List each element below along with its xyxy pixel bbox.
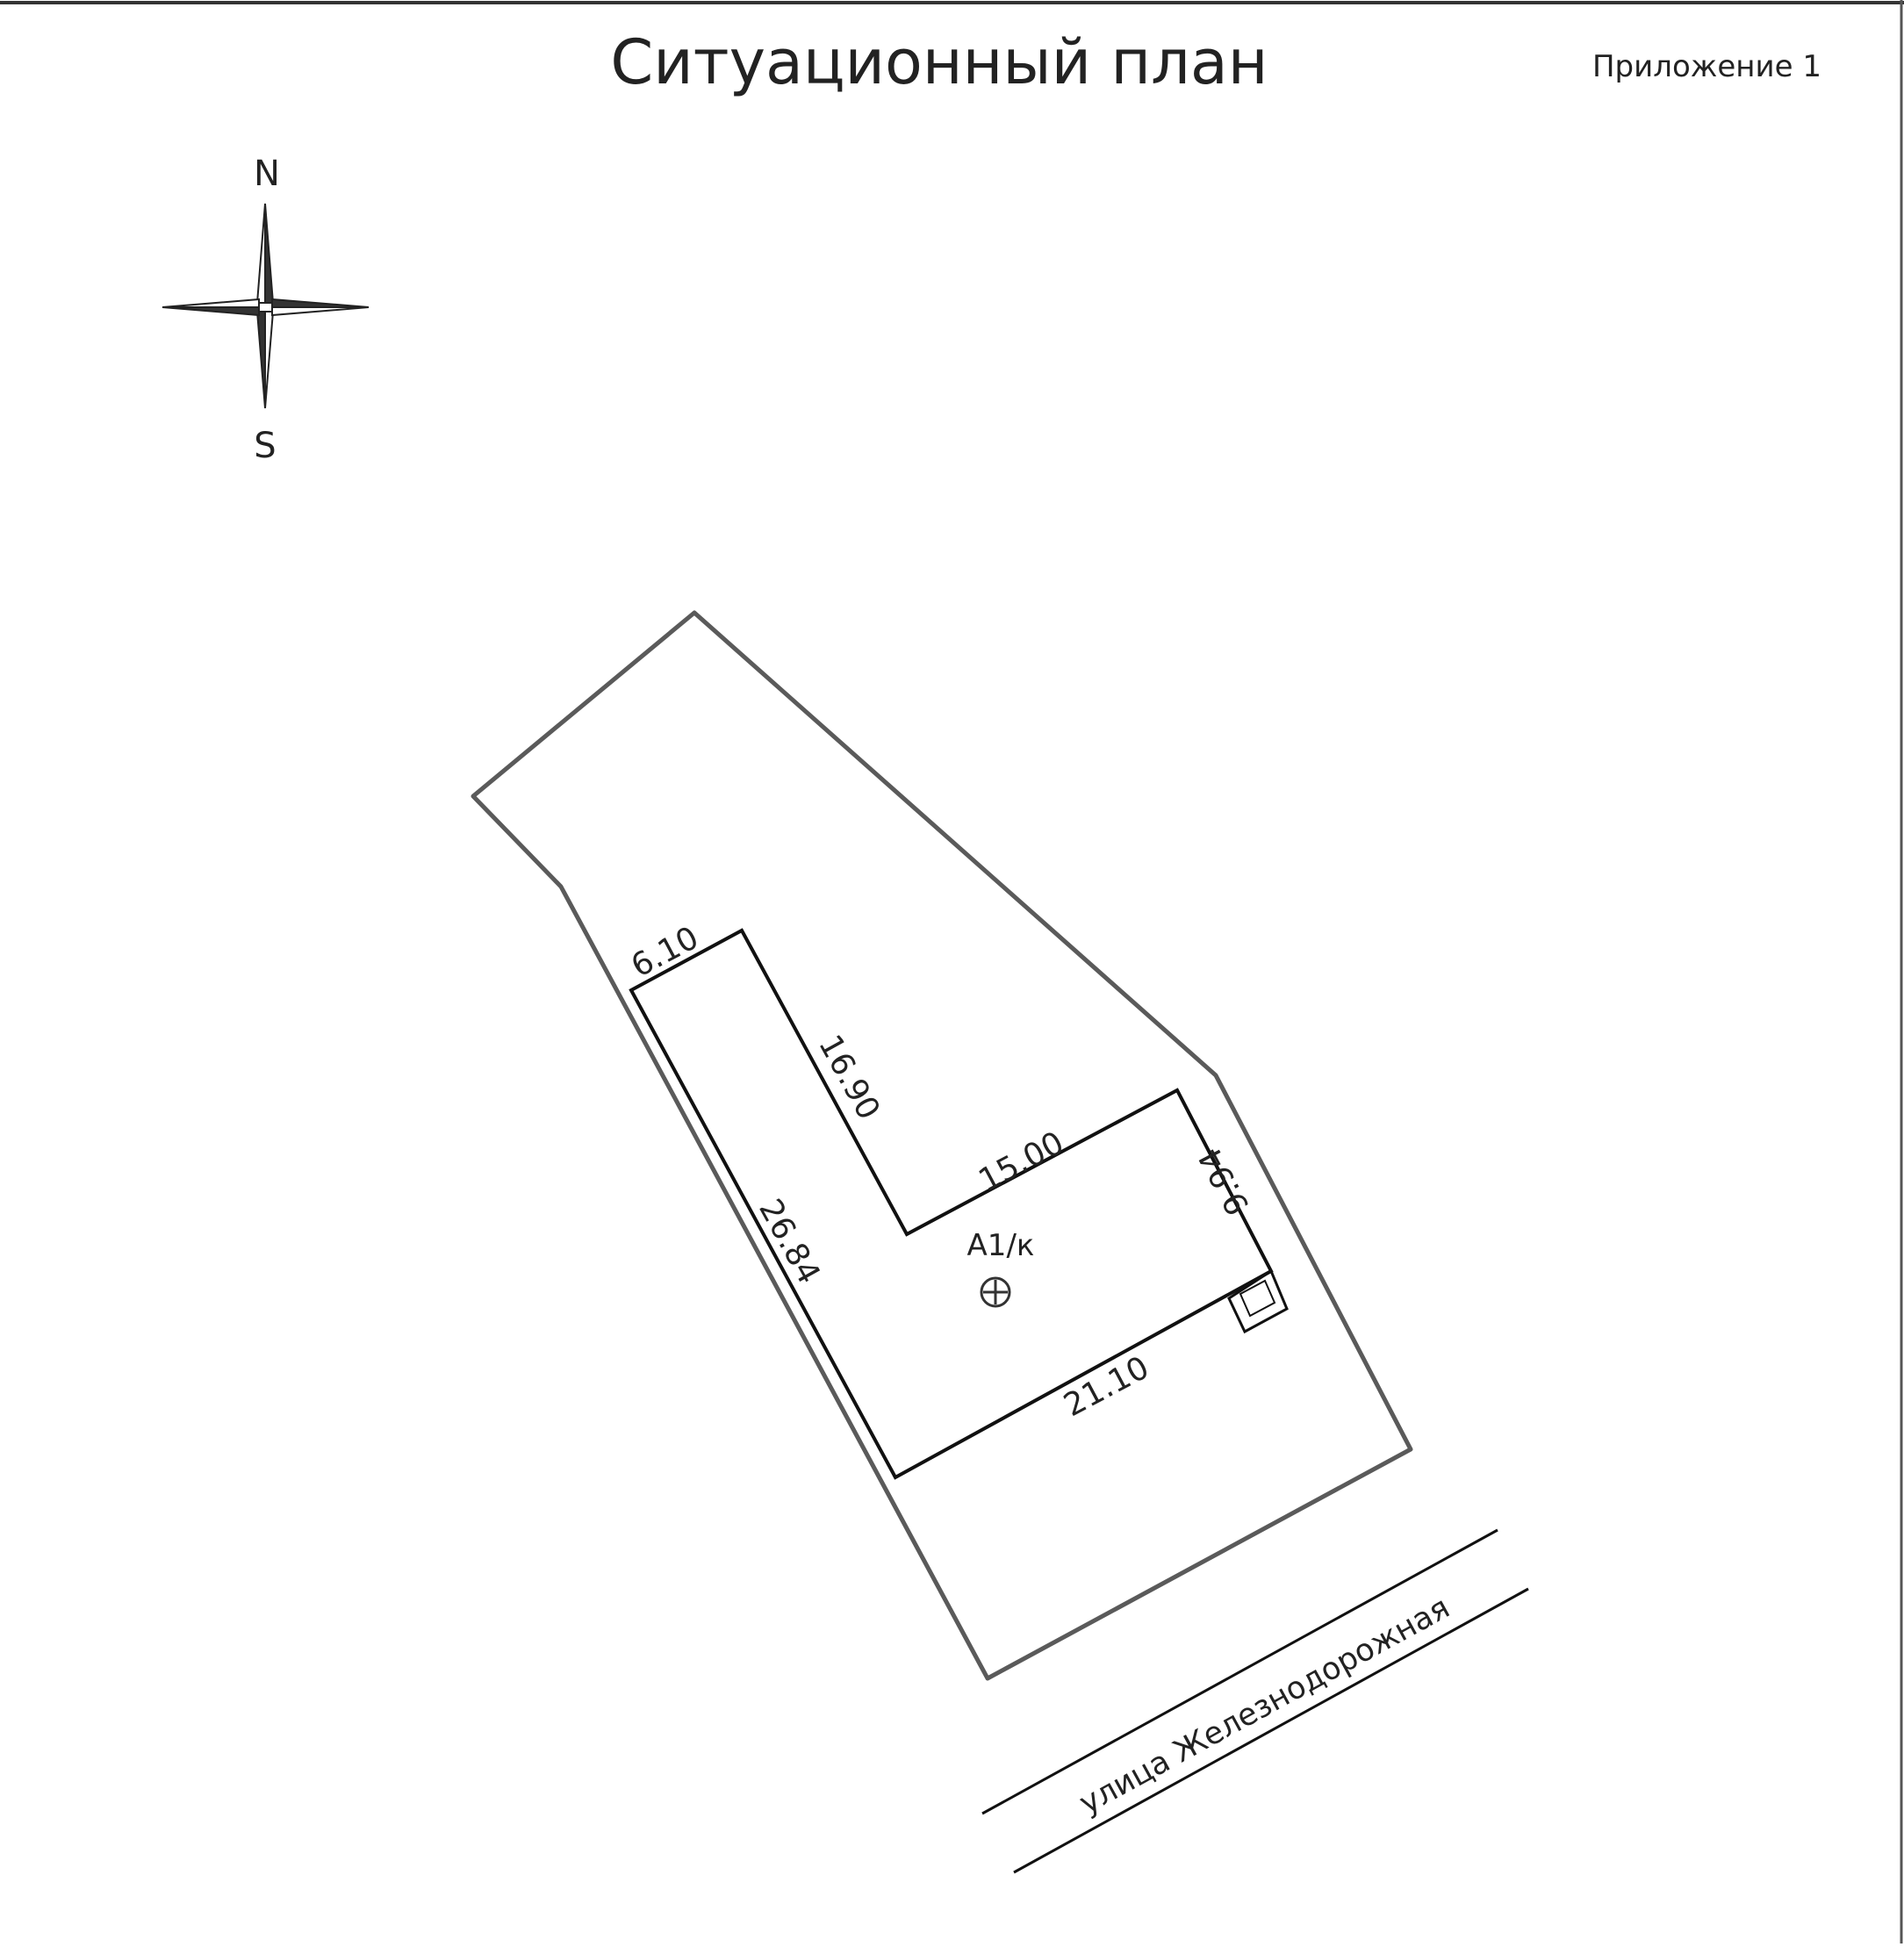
dimension-label-inner-vertical: 16.90: [811, 1029, 887, 1126]
compass-rose-icon: [162, 154, 369, 466]
dimension-label-top: 6.10: [625, 919, 705, 985]
street-edge-line-bottom: [1014, 1589, 1528, 1872]
compass-south-label: S: [254, 426, 277, 466]
dimension-label-left-long: 26.84: [751, 1193, 827, 1290]
page-title: Ситуационный план: [610, 26, 1268, 98]
dimension-label-bottom: 21.10: [1058, 1349, 1155, 1425]
street-edge-line-top: [982, 1530, 1498, 1814]
land-parcel-boundary: [473, 613, 1411, 1678]
dimension-label-right-short: 9.94: [1191, 1141, 1257, 1221]
dimension-label-inner-horizontal: 15.00: [973, 1124, 1070, 1200]
building-porch: [1229, 1271, 1287, 1332]
compass-north-label: N: [254, 154, 280, 194]
appendix-label: Приложение 1: [1591, 49, 1821, 84]
street-name-label: улица Железнодорожная: [1074, 1590, 1456, 1822]
building-outline: [631, 930, 1271, 1477]
building-id-label: А1/к: [966, 1228, 1035, 1263]
building-center-marker-icon: [981, 1278, 1009, 1306]
